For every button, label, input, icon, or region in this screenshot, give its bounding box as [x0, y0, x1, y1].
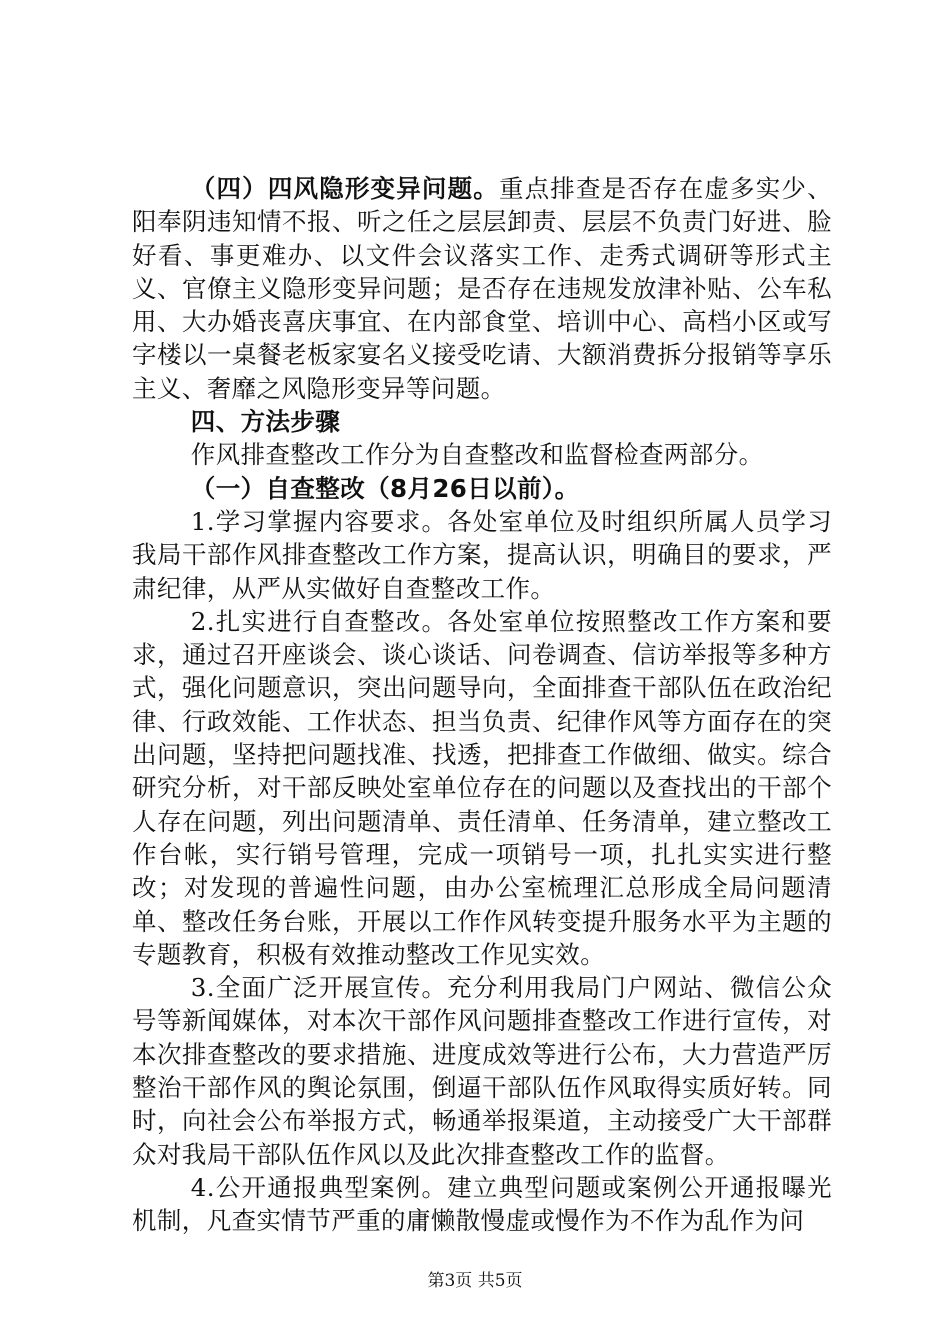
page-footer: 第3页 共5页: [427, 1271, 523, 1291]
paragraph-item-4: 4.公开通报典型案例。建立典型问题或案例公开通报曝光机制，凡查实情节严重的庸懒散慢虚或慢作为不作为乱作为问: [132, 1172, 832, 1236]
document-body: [132, 172, 832, 1238]
section-heading: 四、方法步骤: [190, 407, 341, 437]
subsection-heading: （一）自查整改（8月26日以前）。: [190, 473, 580, 503]
paragraph-four-winds: [132, 172, 832, 405]
paragraph-text: 作风排查整改工作分为自查整改和监督检查两部分。: [190, 440, 764, 470]
paragraph-item-3: 3.全面广泛开展宣传。充分利用我局门户网站、微信公众号等新闻媒体，对本次干部作风问题排查整改工作进行宣传，对本次排查整改的要求措施、进度成效等进行公布，大力营造严厉整治干部作风的舆论氛围，倒逼干部队伍作风取得实质好转。同时，向社会公布举报方式，畅通举报渠道，主动接受广大干部群众对我局干部队伍作风以及此次排查整改工作的监督。: [132, 973, 832, 1169]
paragraph-text: 重点排查是否存在虚多实少、阳奉阴违知情不报、听之任之层层卸责、层层不负责门好进、脸好看、事更难办、以文件会议落实工作、走秀式调研等形式主义、官僚主义隐形变异问题；是否存在违规发放津补贴、公车私用、大办婚丧喜庆事宜、在内部食堂、培训中心、高档小区或写字楼以一桌餐老板家宴名义接受吃请、大额消费拆分报销等享乐主义、奢靡之风隐形变异等问题。: [132, 174, 832, 403]
paragraph-lead: （四）四风隐形变异问题。: [190, 174, 499, 203]
paragraph-item-1: 1.学习掌握内容要求。各处室单位及时组织所属人员学习我局干部作风排查整改工作方案，提高认识，明确目的要求，严肃纪律，从严从实做好自查整改工作。: [132, 506, 832, 603]
paragraph-item-2: 2.扎实进行自查整改。各处室单位按照整改工作方案和要求，通过召开座谈会、谈心谈话、问卷调查、信访举报等多种方式，强化问题意识，突出问题导向，全面排查干部队伍在政治纪律、行政效能、工作状态、担当负责、纪律作风等方面存在的突出问题，坚持把问题找准、找透，把排查工作做细、做实。综合研究分析，对干部反映处室单位存在的问题以及查找出的干部个人存在问题，列出问题清单、责任清单、任务清单，建立整改工作台帐，实行销号管理，完成一项销号一项，扎扎实实进行整改；对发现的普遍性问题，由办公室梳理汇总形成全局问题清单、整改任务台账，开展以工作作风转变提升服务水平为主题的专题教育，积极有效推动整改工作见实效。: [132, 606, 832, 969]
